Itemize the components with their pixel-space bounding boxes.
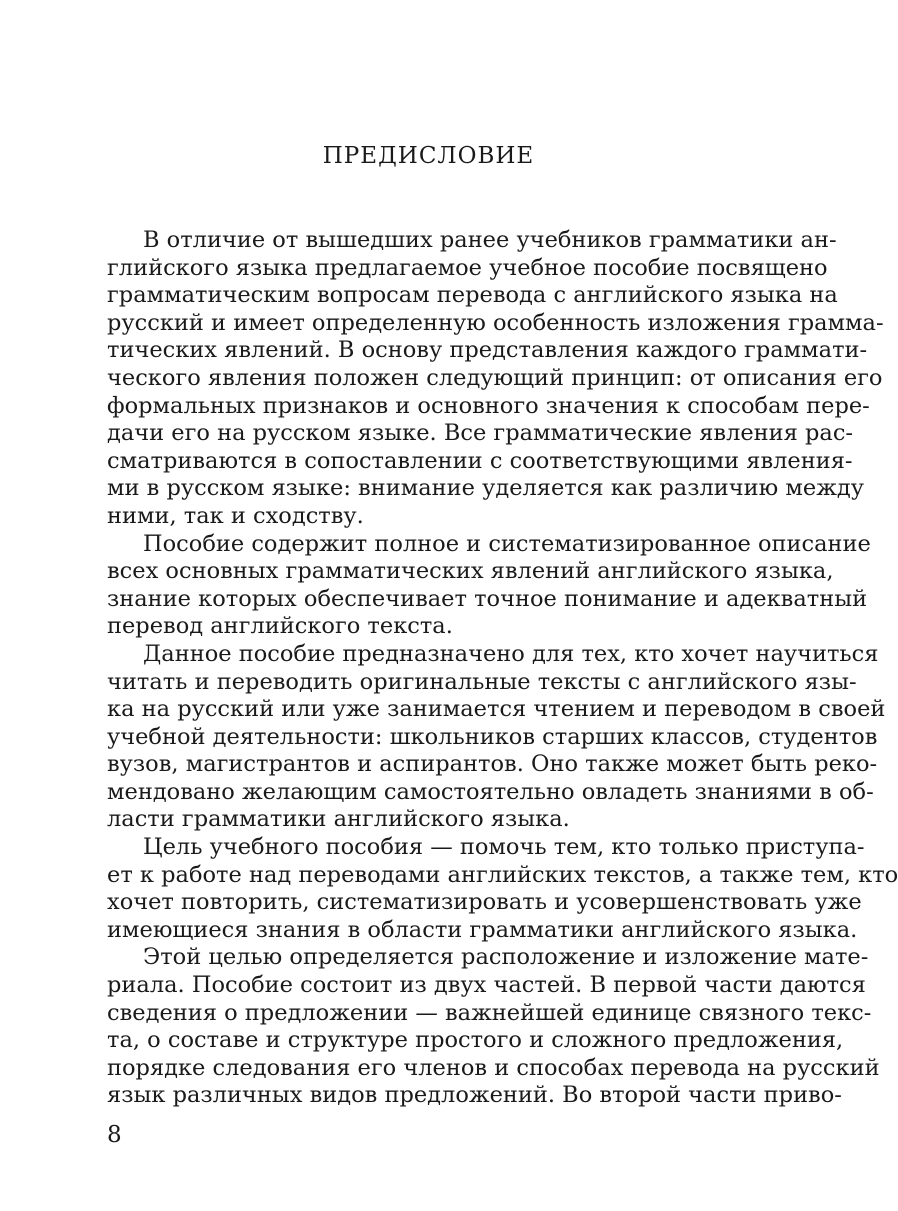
paragraph: [107, 944, 880, 1110]
text-line: язык различных видов предложений. Во второй части приво-: [107, 1082, 842, 1109]
text-line: ка на русский или уже занимается чтением и переводом в своей: [107, 696, 886, 723]
text-line: читать и переводить оригинальные тексты с английского язы-: [107, 668, 857, 695]
text-line: знание которых обеспечивает точное понимание и адекватный: [107, 585, 868, 612]
text-line: тических явлений. В основу представления каждого граммати-: [107, 337, 868, 364]
text-line: сматриваются в сопоставлении с соответствующими явления-: [107, 447, 853, 474]
page-number: 8: [107, 1122, 122, 1148]
text-line: мендовано желающим самостоятельно овладеть знаниями в об-: [107, 778, 874, 805]
text-line: ласти грамматики английского языка.: [107, 806, 570, 833]
text-line: перевод английского текста.: [107, 613, 453, 640]
paragraph: [107, 834, 898, 944]
text-line: грамматическим вопросам перевода с английского языка на: [107, 282, 838, 309]
text-line: порядке следования его членов и способах перевода на русский: [107, 1054, 880, 1081]
text-line: формальных признаков и основного значения к способам пере-: [107, 392, 870, 419]
text-line: русский и имеет определенную особенность изложения грамма-: [107, 309, 884, 336]
text-line: ческого явления положен следующий принцип: от описания его: [107, 364, 883, 391]
text-line: риала. Пособие состоит из двух частей. В первой части даются: [107, 972, 866, 999]
text-line: имеющиеся знания в области грамматики английского языка.: [107, 916, 858, 943]
text-line: Пособие содержит полное и систематизированное описание: [143, 530, 871, 557]
text-line: ет к работе над переводами английских текстов, а также тем, кто: [107, 861, 898, 888]
text-line: дачи его на русском языке. Все грамматические явления рас-: [107, 420, 854, 447]
text-line: всех основных грамматических явлений английского языка,: [107, 558, 834, 585]
text-line: Этой целью определяется расположение и изложение мате-: [143, 944, 869, 971]
paragraph: [107, 640, 886, 834]
text-line: В отличие от вышедших ранее учебников грамматики ан-: [143, 227, 837, 253]
text-line: глийского языка предлагаемое учебное пособие посвящено: [107, 254, 828, 281]
paragraph: [107, 227, 884, 531]
text-line: та, о составе и структуре простого и сложного предложения,: [107, 1027, 844, 1054]
paragraph: [107, 530, 871, 641]
text-line: Цель учебного пособия — помочь тем, кто только приступа-: [143, 834, 865, 861]
page-title: ПРЕДИСЛОВИЕ: [322, 143, 535, 169]
text-line: ними, так и сходству.: [107, 502, 364, 529]
text-line: учебной деятельности: школьников старших классов, студентов: [107, 723, 878, 750]
text-line: ми в русском языке: внимание уделяется как различию между: [107, 475, 864, 502]
text-line: вузов, магистрантов и аспирантов. Оно также может быть реко-: [107, 751, 878, 778]
text-line: хочет повторить, систематизировать и усовершенствовать уже: [107, 889, 862, 916]
text-line: сведения о предложении — важнейшей единице связного текс-: [107, 999, 872, 1026]
text-line: Данное пособие предназначено для тех, кто хочет научиться: [143, 640, 879, 667]
body-text: [107, 227, 898, 1110]
